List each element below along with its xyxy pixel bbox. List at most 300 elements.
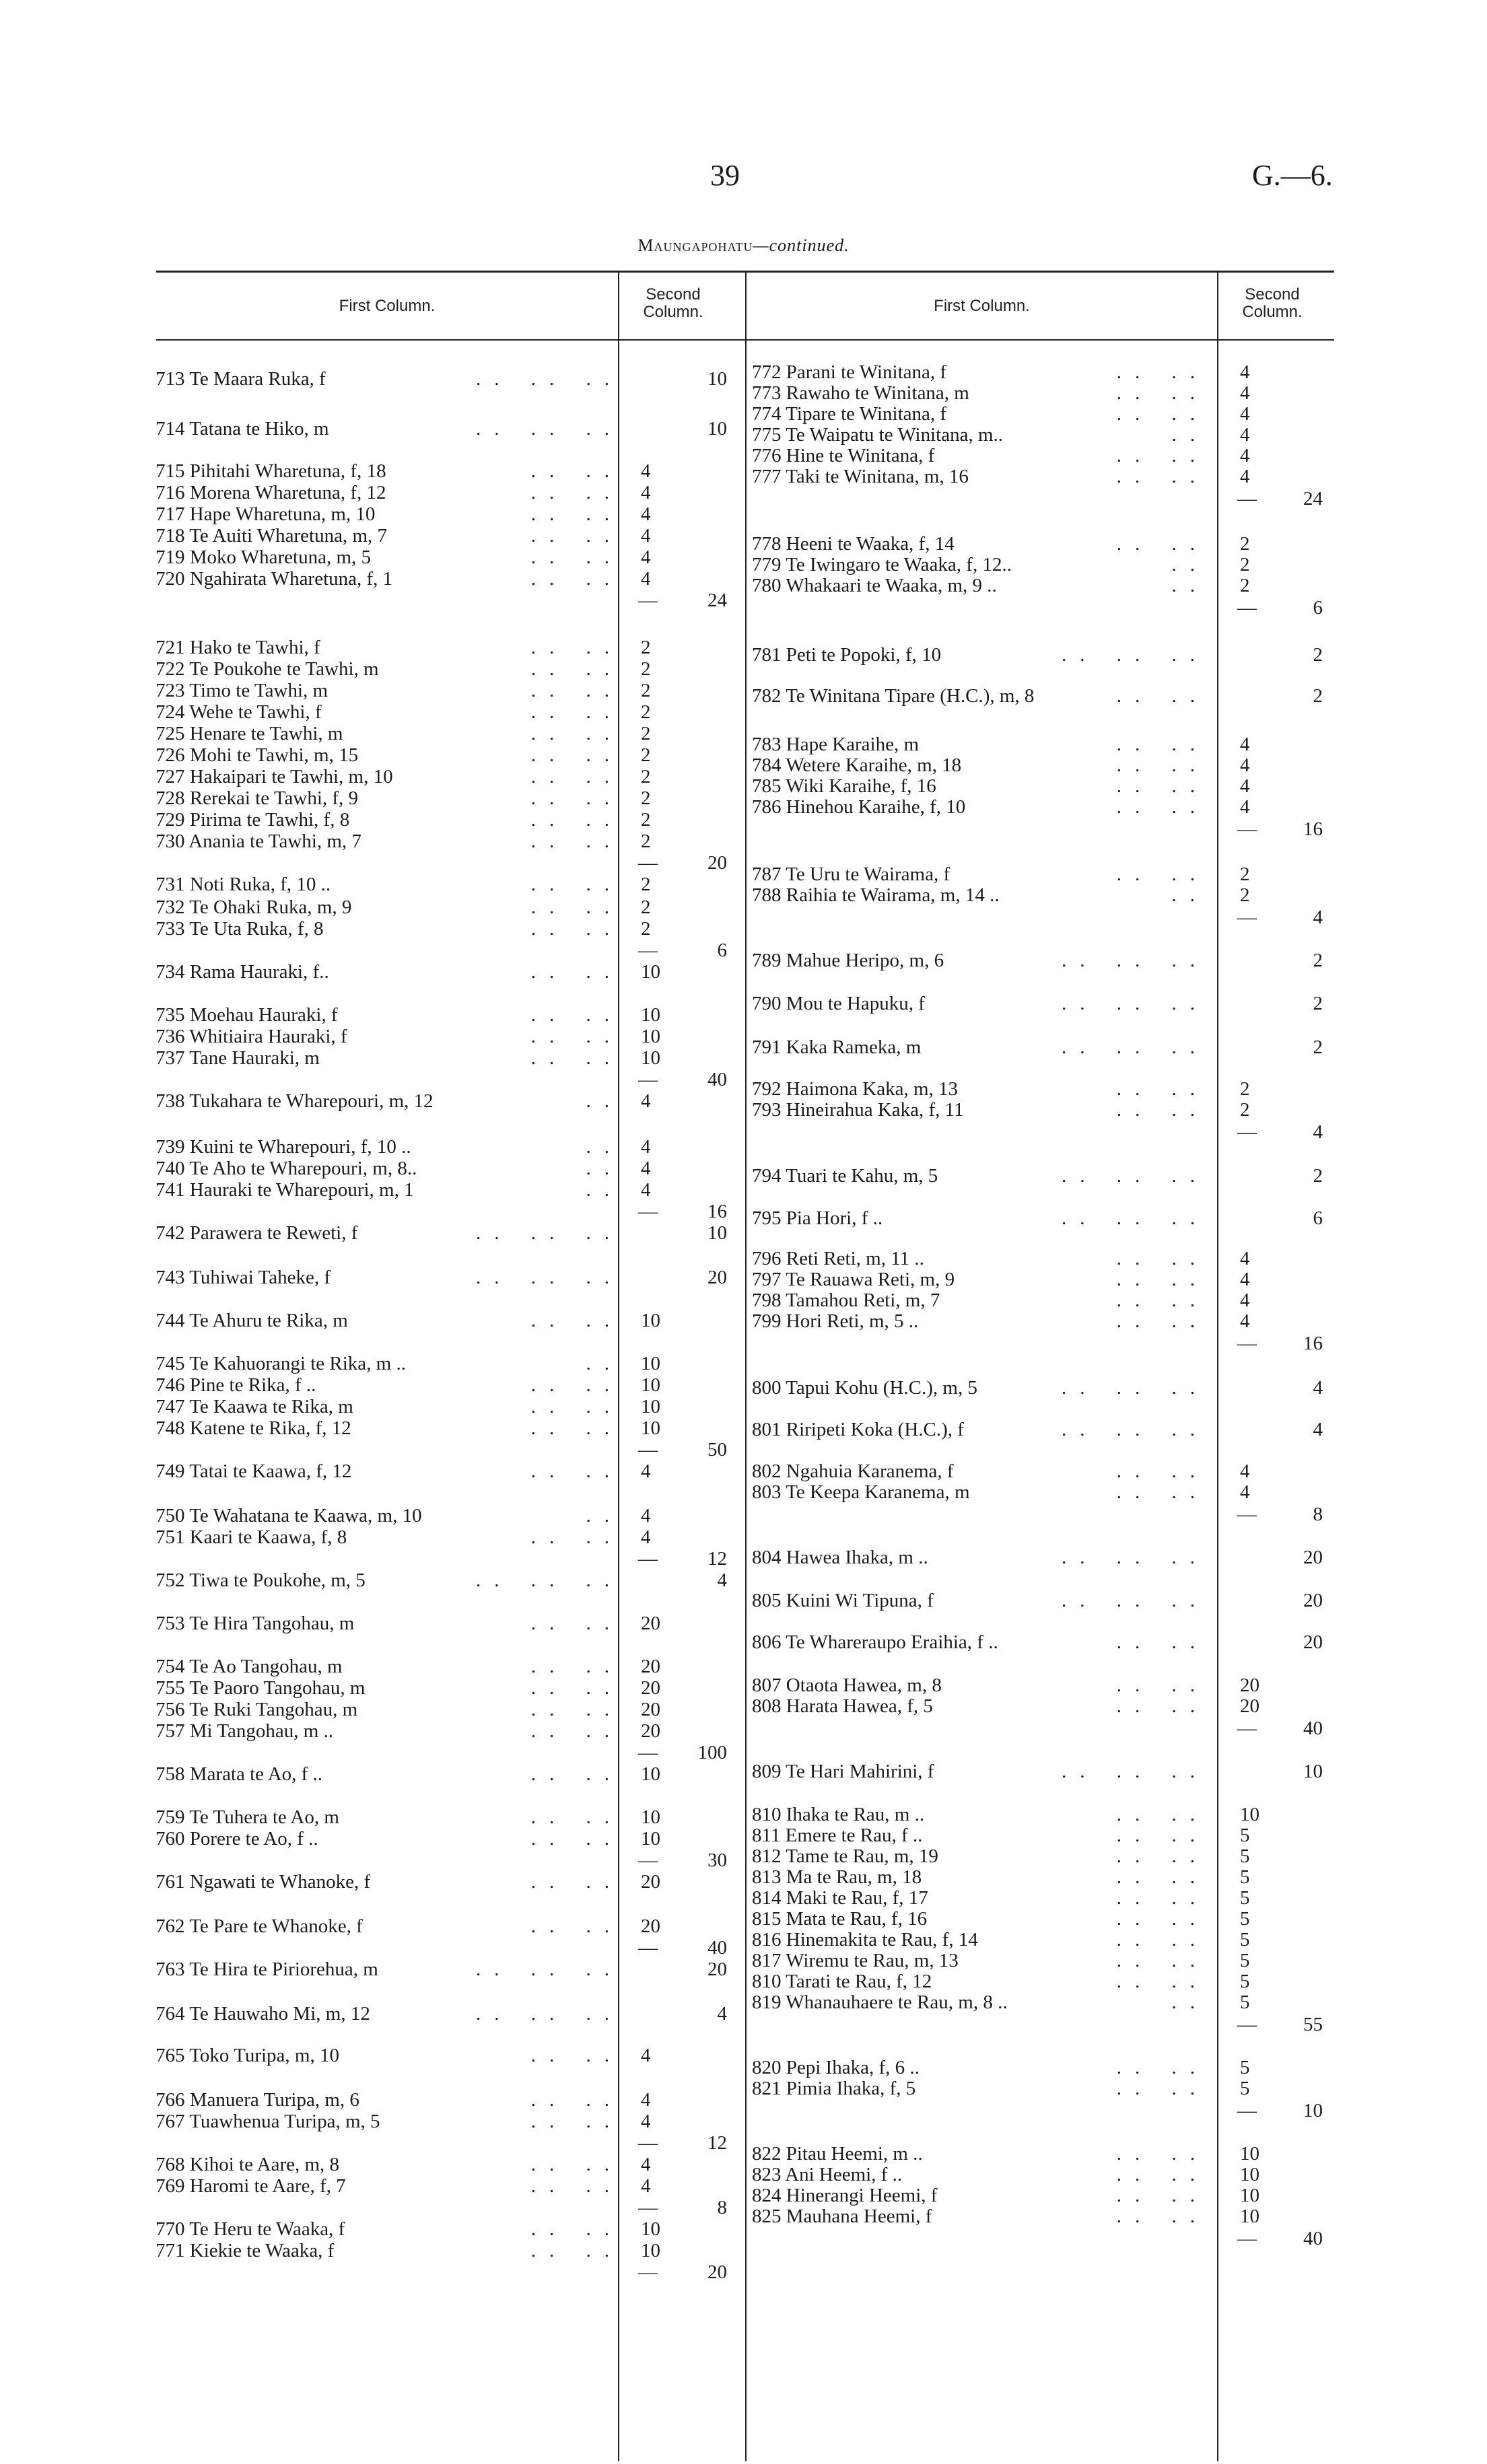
table-row <box>0 950 1487 971</box>
table-row <box>0 1825 1487 1846</box>
entry-value: 2 <box>641 701 651 723</box>
table-row <box>0 597 1487 619</box>
dot-leader: .. .. <box>530 1526 623 1548</box>
table-row <box>0 1590 1487 1611</box>
entry-name: 776 Hine te Winitana, f <box>752 445 935 466</box>
table-row <box>0 1887 1487 1909</box>
entry-value: 10 <box>641 1396 660 1417</box>
entry-name: 783 Hape Karaihe, m <box>752 734 920 755</box>
entry-value: 20 <box>1240 1675 1259 1696</box>
dot-leader: .. .. <box>1116 1099 1208 1121</box>
entry-total: 24 <box>707 590 727 611</box>
subtotal-dash: — <box>1237 1718 1257 1739</box>
entry-value: 10 <box>641 1310 660 1331</box>
entry-name: 800 Tapui Kohu (H.C.), m, 5 <box>752 1377 977 1399</box>
dot-leader: .. .. <box>530 680 623 701</box>
dot-leader: .. .. <box>530 1763 623 1785</box>
entry-value: 5 <box>1240 1825 1250 1846</box>
entry-value: 5 <box>1240 1929 1250 1950</box>
dot-leader: .. <box>586 1179 623 1201</box>
entry-name: 734 Rama Hauraki, f.. <box>155 961 329 983</box>
entry-value: 10 <box>641 1417 660 1439</box>
entry-name: 758 Marata te Ao, f .. <box>155 1763 323 1785</box>
dot-leader: .. .. <box>530 1417 623 1439</box>
dot-leader: .. <box>586 1090 623 1112</box>
table-row <box>0 884 1487 906</box>
entry-value: 10 <box>641 1828 660 1850</box>
title-text: Maungapohatu <box>637 236 753 255</box>
table-row <box>0 2261 1487 2283</box>
entry-name: 752 Tiwa te Poukohe, m, 5 <box>155 1570 366 1591</box>
entry-name: 790 Mou te Hapuku, f <box>752 993 925 1014</box>
entry-name: 795 Pia Hori, f .. <box>752 1207 883 1229</box>
dot-leader: .. .. <box>1116 864 1208 885</box>
entry-name: 780 Whakaari te Waaka, m, 9 .. <box>752 575 997 596</box>
entry-value: 4 <box>1240 403 1250 425</box>
entry-value: 4 <box>641 2111 651 2132</box>
table-row <box>0 1419 1487 1440</box>
table-row <box>0 445 1487 466</box>
entry-name: 801 Riripeti Koka (H.C.), f <box>752 1419 964 1440</box>
dot-leader: .. <box>586 1353 623 1374</box>
entry-name: 741 Hauraki te Wharepouri, m, 1 <box>155 1179 414 1201</box>
entry-total: 20 <box>707 1267 727 1288</box>
table-row <box>0 1333 1487 1354</box>
table-row <box>0 907 1487 928</box>
dot-leader: .. .. <box>530 1677 623 1699</box>
dot-leader: .. .. <box>1116 1481 1208 1503</box>
entry-name: 769 Haromi te Aare, f, 7 <box>155 2175 346 2197</box>
table-row <box>0 1675 1487 1696</box>
dot-leader: .. .. <box>530 2175 623 2197</box>
entry-name: 763 Te Hira te Piriorehua, m <box>155 1959 378 1980</box>
dot-leader: .. .. <box>530 1047 623 1069</box>
entry-name: 803 Te Keepa Karanema, m <box>752 1481 970 1503</box>
entry-value: 4 <box>1240 1481 1250 1503</box>
entry-name: 714 Tatana te Hiko, m <box>155 418 329 439</box>
entry-value: 2 <box>641 766 651 787</box>
entry-total: 10 <box>707 1222 727 1244</box>
dot-leader: .. .. .. <box>1062 644 1208 666</box>
dot-leader: .. .. <box>1116 1804 1208 1825</box>
entry-name: 799 Hori Reti, m, 5 .. <box>752 1310 919 1332</box>
table-row <box>0 796 1487 818</box>
dot-leader: .. .. .. <box>1062 1207 1208 1229</box>
entry-name: 784 Wetere Karaihe, m, 18 <box>752 754 962 776</box>
entry-value: 4 <box>1240 361 1250 383</box>
subtotal-dash: — <box>638 1742 658 1763</box>
dot-leader: .. .. <box>530 1026 623 1047</box>
entry-name: 811 Emere te Rau, f .. <box>752 1825 923 1846</box>
entry-total: 6 <box>717 940 727 961</box>
entry-total: 2 <box>1313 1165 1323 1187</box>
entry-value: 4 <box>1240 1248 1250 1269</box>
dot-leader: .. .. <box>530 1720 623 1742</box>
dot-leader: .. .. <box>530 809 623 831</box>
entry-value: 5 <box>1240 1971 1250 1992</box>
subtotal-dash: — <box>638 940 658 961</box>
entry-value: 4 <box>641 503 651 525</box>
entry-name: 808 Harata Hawea, f, 5 <box>752 1695 933 1717</box>
dot-leader: .. .. .. <box>476 1267 623 1288</box>
entry-name: 809 Te Hari Mahirini, f <box>752 1761 934 1782</box>
entry-total: 30 <box>707 1850 727 1871</box>
entry-name: 757 Mi Tangohau, m .. <box>155 1720 334 1742</box>
entry-total: 10 <box>1303 2100 1323 2121</box>
entry-value: 4 <box>641 2045 651 2066</box>
entry-name: 755 Te Paoro Tangohau, m <box>155 1677 366 1699</box>
entry-name: 796 Reti Reti, m, 11 .. <box>752 1248 924 1269</box>
dot-leader: .. .. <box>1116 796 1208 818</box>
dot-leader: .. <box>1171 575 1208 596</box>
entry-total: 40 <box>1303 1718 1323 1739</box>
table-row <box>0 1269 1487 1290</box>
dot-leader: .. .. <box>530 1310 623 1331</box>
entry-value: 4 <box>641 1136 651 1158</box>
entry-name: 739 Kuini te Wharepouri, f, 10 .. <box>155 1136 411 1158</box>
entry-name: 788 Raihia te Wairama, m, 14 .. <box>752 884 1000 906</box>
subtotal-dash: — <box>638 2197 658 2218</box>
entry-name: 715 Pihitahi Wharetuna, f, 18 <box>155 460 386 482</box>
entry-name: 771 Kiekie te Waaka, f <box>155 2240 335 2261</box>
entry-value: 2 <box>641 723 651 744</box>
entry-total: 55 <box>1303 2014 1323 2035</box>
dot-leader: .. .. <box>1116 533 1208 555</box>
dot-leader: .. <box>1171 1992 1208 2013</box>
dot-leader: .. .. .. <box>1062 1761 1208 1782</box>
entry-value: 2 <box>1240 864 1250 885</box>
page-title <box>0 236 1487 256</box>
dot-leader: .. .. <box>530 1396 623 1417</box>
entry-name: 810 Ihaka te Rau, m .. <box>752 1804 925 1825</box>
dot-leader: .. .. <box>530 874 623 895</box>
entry-name: 823 Ani Heemi, f .. <box>752 2164 903 2185</box>
table-row <box>0 1439 1487 1460</box>
entry-name: 722 Te Poukohe te Tawhi, m <box>155 658 379 680</box>
dot-leader: .. .. <box>1116 685 1208 707</box>
entry-value: 2 <box>641 831 651 852</box>
table-row <box>0 1310 1487 1332</box>
dot-leader: .. .. <box>530 831 623 852</box>
dot-leader: .. .. <box>1116 445 1208 466</box>
dot-leader: .. <box>1171 424 1208 446</box>
entry-value: 2 <box>641 896 651 918</box>
entry-name: 816 Hinemakita te Rau, f, 14 <box>752 1929 978 1950</box>
entry-name: 725 Henare te Tawhi, m <box>155 723 343 744</box>
subtotal-dash: — <box>638 590 658 611</box>
table-row <box>0 1845 1487 1867</box>
table-row <box>0 1950 1487 1971</box>
entry-value: 5 <box>1240 1845 1250 1867</box>
entry-name: 797 Te Rauawa Reti, m, 9 <box>752 1269 955 1290</box>
dot-leader: .. .. <box>1116 382 1208 404</box>
entry-value: 5 <box>1240 1887 1250 1909</box>
dot-leader: .. .. <box>1116 2143 1208 2164</box>
subtotal-dash: — <box>638 1439 658 1460</box>
dot-leader: .. .. <box>1116 1908 1208 1930</box>
table-row <box>0 2100 1487 2121</box>
table-row <box>0 575 1487 596</box>
entry-name: 786 Hinehou Karaihe, f, 10 <box>752 796 966 818</box>
subtotal-dash: — <box>638 1548 658 1570</box>
entry-name: 742 Parawera te Reweti, f <box>155 1222 358 1244</box>
dot-leader: .. .. <box>1116 754 1208 776</box>
right-second-column-header: Second Column. <box>1242 285 1303 321</box>
entry-name: 813 Ma te Rau, m, 18 <box>752 1866 922 1888</box>
dot-leader: .. .. .. <box>476 1222 623 1244</box>
entry-name: 746 Pine te Rika, f .. <box>155 1374 316 1396</box>
entry-value: 4 <box>641 2154 651 2175</box>
entry-value: 4 <box>1240 1290 1250 1311</box>
dot-leader: .. .. <box>1116 1310 1208 1332</box>
entry-value: 10 <box>641 1806 660 1828</box>
dot-leader: .. .. <box>1116 361 1208 383</box>
entry-total: 2 <box>1313 1036 1323 1058</box>
subtotal-dash: — <box>1237 818 1257 840</box>
entry-value: 4 <box>1240 734 1250 755</box>
entry-name: 804 Hawea Ihaka, m .. <box>752 1547 928 1568</box>
entry-value: 10 <box>1240 2164 1259 2185</box>
entry-value: 2 <box>641 918 651 940</box>
entry-value: 4 <box>1240 1269 1250 1290</box>
entry-value: 2 <box>1240 575 1250 596</box>
entry-value: 10 <box>641 1026 660 1047</box>
entry-value: 4 <box>1240 1460 1250 1482</box>
entry-value: 2 <box>641 809 651 831</box>
entry-total: 10 <box>707 368 727 390</box>
entry-value: 2 <box>641 658 651 680</box>
dot-leader: .. .. <box>1116 2185 1208 2206</box>
dot-leader: .. .. <box>1116 1845 1208 1867</box>
dot-leader: .. .. <box>530 918 623 940</box>
entry-value: 5 <box>1240 2057 1250 2078</box>
entry-value: 10 <box>641 961 660 983</box>
entry-total: 10 <box>707 418 727 439</box>
table-row <box>0 1290 1487 1311</box>
dot-leader: .. .. .. <box>476 1959 623 1980</box>
entry-value: 2 <box>641 874 651 895</box>
dot-leader: .. .. <box>530 896 623 918</box>
entry-name: 778 Heeni te Waaka, f, 14 <box>752 533 955 555</box>
dot-leader: .. <box>1171 554 1208 575</box>
entry-value: 5 <box>1240 1866 1250 1888</box>
entry-value: 4 <box>641 1158 651 1179</box>
table-row <box>0 1631 1487 1653</box>
dot-leader: .. .. <box>530 1828 623 1850</box>
entry-name: 747 Te Kaawa te Rika, m <box>155 1396 353 1417</box>
entry-value: 4 <box>1240 445 1250 466</box>
table-row <box>0 2057 1487 2078</box>
entry-total: 16 <box>1303 818 1323 840</box>
dot-leader: .. <box>1171 884 1208 906</box>
subtotal-dash: — <box>1237 488 1257 509</box>
dot-leader: .. .. <box>1116 775 1208 797</box>
dot-leader: .. .. <box>530 701 623 723</box>
dot-leader: .. .. .. <box>476 1570 623 1591</box>
dot-leader: .. .. <box>530 766 623 787</box>
dot-leader: .. .. .. <box>1062 1590 1208 1611</box>
entry-value: 4 <box>1240 775 1250 797</box>
entry-value: 10 <box>641 1004 660 1026</box>
entry-name: 779 Te Iwingaro te Waaka, f, 12.. <box>752 554 1012 575</box>
entry-name: 775 Te Waipatu te Winitana, m.. <box>752 424 1004 446</box>
table-row <box>0 2078 1487 2099</box>
dot-leader: .. .. <box>1116 1971 1208 1992</box>
dot-leader: .. <box>586 1136 623 1158</box>
dot-leader: .. .. <box>530 568 623 590</box>
dot-leader: .. <box>586 1158 623 1179</box>
entry-name: 777 Taki te Winitana, m, 16 <box>752 466 969 487</box>
dot-leader: .. .. <box>1116 1675 1208 1696</box>
entry-value: 10 <box>641 2218 660 2240</box>
entry-name: 822 Pitau Heemi, m .. <box>752 2143 923 2164</box>
entry-name: 760 Porere te Ao, f .. <box>155 1828 318 1850</box>
dot-leader: .. .. <box>1116 466 1208 487</box>
subtotal-dash: — <box>1237 1504 1257 1525</box>
entry-name: 723 Timo te Tawhi, m <box>155 680 328 701</box>
table-row <box>0 361 1487 383</box>
table-row <box>0 754 1487 776</box>
dot-leader: .. .. <box>1116 1269 1208 1290</box>
entry-name: 814 Maki te Rau, f, 17 <box>752 1887 928 1909</box>
entry-value: 2 <box>641 680 651 701</box>
entry-total: 12 <box>707 2132 727 2154</box>
entry-value: 20 <box>641 1699 660 1720</box>
entry-value: 10 <box>641 1353 660 1374</box>
subtotal-dash: — <box>1237 2014 1257 2035</box>
entry-value: 10 <box>1240 2206 1259 2227</box>
subtotal-dash: — <box>638 852 658 874</box>
dot-leader: .. .. <box>530 1806 623 1828</box>
entry-total: 16 <box>707 1201 727 1222</box>
table-row <box>0 993 1487 1014</box>
dot-leader: .. .. <box>530 2218 623 2240</box>
entry-value: 4 <box>641 1505 651 1526</box>
entry-value: 10 <box>641 1047 660 1069</box>
table-row <box>0 1992 1487 2013</box>
table-row <box>0 2206 1487 2227</box>
table-row <box>0 1121 1487 1143</box>
table-row <box>0 1353 1487 1374</box>
entry-value: 2 <box>641 787 651 809</box>
dot-leader: .. .. <box>1116 1695 1208 1717</box>
subtotal-dash: — <box>638 2132 658 2154</box>
table-row <box>0 1099 1487 1121</box>
dot-leader: .. .. <box>530 1613 623 1634</box>
table-row <box>0 2185 1487 2206</box>
right-first-column-header: First Column. <box>934 297 1030 315</box>
table-row <box>0 1078 1487 1100</box>
table-row <box>0 1248 1487 1269</box>
dot-leader: .. .. <box>530 1915 623 1937</box>
left-second-column-header: Second Column. <box>643 285 703 321</box>
entry-name: 793 Hineirahua Kaka, f, 11 <box>752 1099 964 1121</box>
table-row <box>0 1866 1487 1888</box>
left-first-column-header: First Column. <box>339 297 436 315</box>
entry-name: 764 Te Hauwaho Mi, m, 12 <box>155 2003 370 2025</box>
entry-name: 737 Tane Hauraki, m <box>155 1047 320 1069</box>
entry-total: 4 <box>1313 907 1323 928</box>
entry-total: 40 <box>707 1937 727 1959</box>
dot-leader: .. .. <box>530 460 623 482</box>
dot-leader: .. .. <box>1116 1825 1208 1846</box>
entry-total: 8 <box>717 2197 727 2218</box>
entry-value: 10 <box>641 2240 660 2261</box>
dot-leader: .. .. <box>1116 1248 1208 1269</box>
table-row <box>0 1761 1487 1782</box>
dot-leader: .. .. <box>530 1374 623 1396</box>
entry-value: 4 <box>641 2175 651 2197</box>
table-row <box>0 2014 1487 2035</box>
subtotal-dash: — <box>638 1069 658 1090</box>
dot-leader: .. .. .. <box>1062 1165 1208 1187</box>
entry-value: 2 <box>641 637 651 658</box>
dot-leader: .. .. <box>530 525 623 547</box>
entry-name: 730 Anania te Tawhi, m, 7 <box>155 831 361 852</box>
table-row <box>0 1377 1487 1399</box>
entry-value: 5 <box>1240 1950 1250 1971</box>
entry-total: 12 <box>707 1548 727 1570</box>
entry-name: 731 Noti Ruka, f, 10 .. <box>155 874 331 895</box>
entry-value: 4 <box>641 1179 651 1201</box>
entry-name: 820 Pepi Ihaka, f, 6 .. <box>752 2057 920 2078</box>
table-row <box>0 1504 1487 1525</box>
table-row <box>0 1971 1487 1992</box>
table-row <box>0 2143 1487 2164</box>
entry-name: 805 Kuini Wi Tipuna, f <box>752 1590 934 1611</box>
table-row <box>0 1547 1487 1568</box>
entry-total: 6 <box>1313 597 1323 619</box>
entry-name: 720 Ngahirata Wharetuna, f, 1 <box>155 568 393 590</box>
dot-leader: .. .. <box>1116 1078 1208 1100</box>
entry-value: 20 <box>1240 1695 1259 1717</box>
table-row <box>0 644 1487 666</box>
entry-name: 762 Te Pare te Whanoke, f <box>155 1915 363 1937</box>
entry-name: 772 Parani te Winitana, f <box>752 361 947 383</box>
table-row <box>0 488 1487 509</box>
entry-name: 770 Te Heru te Waaka, f <box>155 2218 345 2240</box>
table-row <box>0 1165 1487 1187</box>
subtotal-dash: — <box>1237 2228 1257 2249</box>
subtotal-dash: — <box>638 1937 658 1959</box>
entry-name: 736 Whitiaira Hauraki, f <box>155 1026 347 1047</box>
entry-total: 4 <box>1313 1419 1323 1440</box>
dot-leader: .. .. <box>530 637 623 658</box>
entry-name: 774 Tipare te Winitana, f <box>752 403 947 425</box>
entry-value: 4 <box>641 1526 651 1548</box>
entry-total: 100 <box>697 1742 727 1763</box>
dot-leader: .. .. .. <box>1062 993 1208 1014</box>
title-suffix: —continued. <box>753 236 850 255</box>
dot-leader: .. .. <box>530 1460 623 1482</box>
entry-name: 773 Rawaho te Winitana, m <box>752 382 969 404</box>
entry-name: 765 Toko Turipa, m, 10 <box>155 2045 339 2066</box>
table-row <box>0 685 1487 707</box>
table-row <box>0 2164 1487 2185</box>
table-row <box>0 1718 1487 1739</box>
entry-name: 759 Te Tuhera te Ao, m <box>155 1806 339 1828</box>
entry-total: 6 <box>1313 1207 1323 1229</box>
dot-leader: .. .. <box>530 723 623 744</box>
dot-leader: .. .. <box>1116 1866 1208 1888</box>
dot-leader: .. .. <box>1116 1929 1208 1950</box>
entry-value: 20 <box>641 1677 660 1699</box>
entry-value: 4 <box>641 2089 651 2111</box>
entry-value: 4 <box>641 525 651 547</box>
dot-leader: .. .. <box>530 1004 623 1026</box>
entry-value: 5 <box>1240 1992 1250 2013</box>
entry-value: 2 <box>641 744 651 766</box>
